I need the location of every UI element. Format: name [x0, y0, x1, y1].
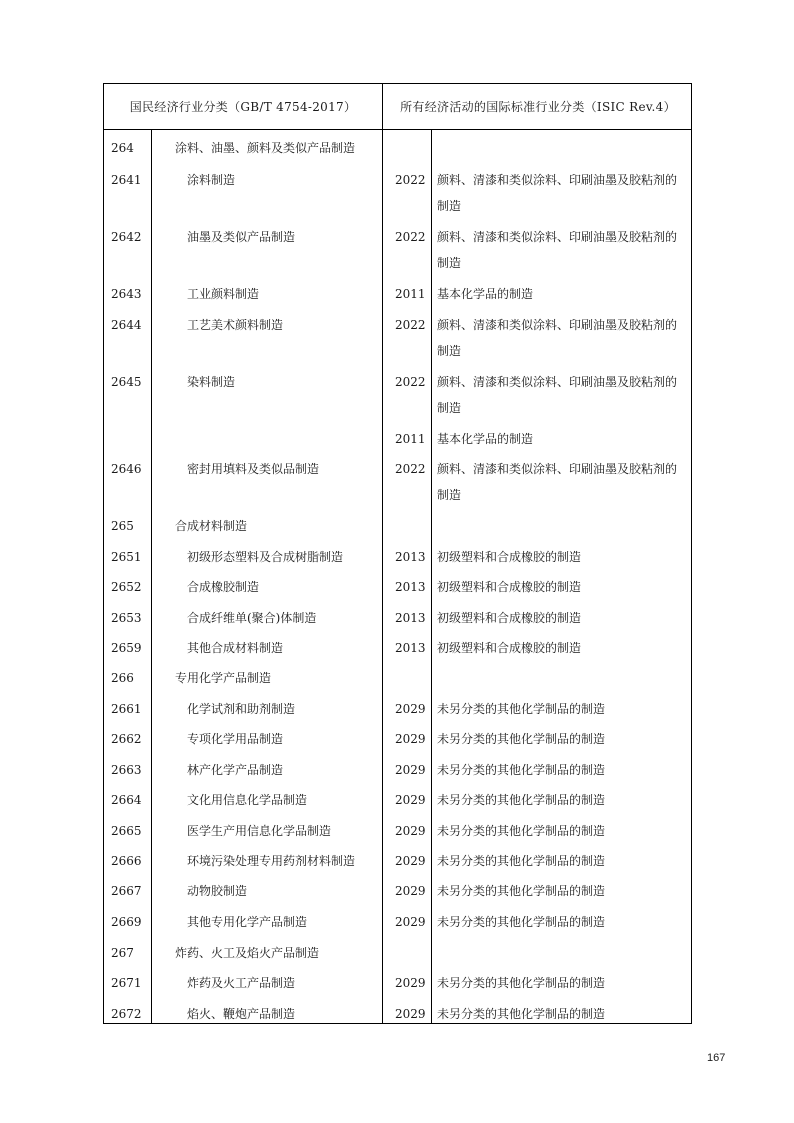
- row-isic-description: 未另分类的其他化学制品的制造: [437, 732, 606, 746]
- row-isic-description: 颜料、清漆和类似涂料、印刷油墨及胶粘剂的制造: [437, 173, 678, 213]
- row-code: 2665: [111, 824, 142, 838]
- row-isic-description: 未另分类的其他化学制品的制造: [437, 854, 606, 868]
- row-isic-description: 颜料、清漆和类似涂料、印刷油墨及胶粘剂的制造: [437, 318, 678, 358]
- row-isic-description: 颜料、清漆和类似涂料、印刷油墨及胶粘剂的制造: [437, 462, 678, 502]
- row-isic-description: 基本化学品的制造: [437, 287, 534, 301]
- row-isic-code: 2029: [395, 854, 426, 868]
- row-code: 2662: [111, 732, 142, 746]
- row-code: 266: [111, 671, 134, 685]
- row-name: 涂料制造: [187, 173, 236, 187]
- row-code: 2661: [111, 702, 142, 716]
- row-code: 265: [111, 519, 134, 533]
- row-name: 工业颜料制造: [187, 287, 260, 301]
- row-name: 合成材料制造: [175, 519, 248, 533]
- row-isic-code: 2022: [395, 462, 426, 476]
- row-isic-description: 未另分类的其他化学制品的制造: [437, 1007, 606, 1021]
- row-isic-code: 2022: [395, 173, 426, 187]
- row-code: 2645: [111, 375, 142, 389]
- row-isic-code: 2029: [395, 793, 426, 807]
- row-name: 涂料、油墨、颜料及类似产品制造: [175, 141, 356, 155]
- row-isic-code: 2029: [395, 824, 426, 838]
- row-name: 动物胶制造: [187, 884, 248, 898]
- row-name: 医学生产用信息化学品制造: [187, 824, 332, 838]
- row-code: 2667: [111, 884, 142, 898]
- row-name: 染料制造: [187, 375, 236, 389]
- row-isic-description: 初级塑料和合成橡胶的制造: [437, 611, 582, 625]
- row-isic-description: 颜料、清漆和类似涂料、印刷油墨及胶粘剂的制造: [437, 230, 678, 270]
- row-name: 工艺美术颜料制造: [187, 318, 284, 332]
- row-isic-description: 未另分类的其他化学制品的制造: [437, 884, 606, 898]
- row-name: 炸药及火工产品制造: [187, 976, 296, 990]
- row-name: 环境污染处理专用药剂材料制造: [187, 854, 356, 868]
- row-isic-description: 基本化学品的制造: [437, 432, 534, 446]
- row-isic-code: 2029: [395, 732, 426, 746]
- row-isic-description: 初级塑料和合成橡胶的制造: [437, 641, 582, 655]
- page-number: 167: [707, 1052, 726, 1064]
- row-isic-description: 未另分类的其他化学制品的制造: [437, 763, 606, 777]
- row-code: 2671: [111, 976, 142, 990]
- row-isic-code: 2029: [395, 1007, 426, 1021]
- row-code: 2653: [111, 611, 142, 625]
- row-code: 2672: [111, 1007, 142, 1021]
- row-code: 2664: [111, 793, 142, 807]
- row-name: 其他专用化学产品制造: [187, 915, 308, 929]
- row-code: 2644: [111, 318, 142, 332]
- row-isic-code: 2011: [395, 432, 426, 446]
- row-code: 2669: [111, 915, 142, 929]
- row-isic-description: 未另分类的其他化学制品的制造: [437, 824, 606, 838]
- row-isic-code: 2022: [395, 318, 426, 332]
- row-isic-description: 未另分类的其他化学制品的制造: [437, 793, 606, 807]
- row-code: 264: [111, 141, 134, 155]
- row-code: 2652: [111, 580, 142, 594]
- row-name: 林产化学产品制造: [187, 763, 284, 777]
- row-isic-code: 2029: [395, 884, 426, 898]
- row-name: 合成纤维单(聚合)体制造: [187, 611, 317, 625]
- row-isic-code: 2029: [395, 915, 426, 929]
- row-code: 2641: [111, 173, 142, 187]
- row-isic-code: 2029: [395, 702, 426, 716]
- column-divider-isic: [431, 129, 432, 1023]
- row-code: 2643: [111, 287, 142, 301]
- row-name: 炸药、火工及焰火产品制造: [175, 946, 320, 960]
- row-name: 化学试剂和助剂制造: [187, 702, 296, 716]
- row-name: 密封用填料及类似品制造: [187, 462, 320, 476]
- classification-table: [103, 83, 692, 1024]
- row-code: 267: [111, 946, 134, 960]
- row-isic-description: 未另分类的其他化学制品的制造: [437, 702, 606, 716]
- header-gb-classification: 国民经济行业分类（GB/T 4754-2017）: [129, 100, 357, 114]
- row-name: 专用化学产品制造: [175, 671, 272, 685]
- row-name: 文化用信息化学品制造: [187, 793, 308, 807]
- row-name: 焰火、鞭炮产品制造: [187, 1007, 296, 1021]
- row-code: 2651: [111, 550, 142, 564]
- header-isic-classification: 所有经济活动的国际标准行业分类（ISIC Rev.4）: [400, 100, 676, 114]
- row-name: 合成橡胶制造: [187, 580, 260, 594]
- row-isic-code: 2013: [395, 641, 426, 655]
- row-name: 初级形态塑料及合成树脂制造: [187, 550, 344, 564]
- row-isic-code: 2011: [395, 287, 426, 301]
- row-name: 其他合成材料制造: [187, 641, 284, 655]
- row-isic-description: 初级塑料和合成橡胶的制造: [437, 580, 582, 594]
- row-code: 2646: [111, 462, 142, 476]
- row-code: 2642: [111, 230, 142, 244]
- row-isic-code: 2013: [395, 580, 426, 594]
- row-isic-code: 2013: [395, 550, 426, 564]
- row-isic-code: 2022: [395, 375, 426, 389]
- row-isic-description: 颜料、清漆和类似涂料、印刷油墨及胶粘剂的制造: [437, 375, 678, 415]
- row-code: 2663: [111, 763, 142, 777]
- header-divider: [104, 129, 691, 130]
- row-code: 2659: [111, 641, 142, 655]
- row-isic-code: 2013: [395, 611, 426, 625]
- row-isic-description: 未另分类的其他化学制品的制造: [437, 915, 606, 929]
- column-divider-main: [382, 84, 383, 1023]
- row-isic-code: 2029: [395, 976, 426, 990]
- row-isic-description: 未另分类的其他化学制品的制造: [437, 976, 606, 990]
- column-divider-code: [151, 129, 152, 1023]
- row-name: 专项化学用品制造: [187, 732, 284, 746]
- row-code: 2666: [111, 854, 142, 868]
- row-isic-description: 初级塑料和合成橡胶的制造: [437, 550, 582, 564]
- row-name: 油墨及类似产品制造: [187, 230, 296, 244]
- row-isic-code: 2029: [395, 763, 426, 777]
- row-isic-code: 2022: [395, 230, 426, 244]
